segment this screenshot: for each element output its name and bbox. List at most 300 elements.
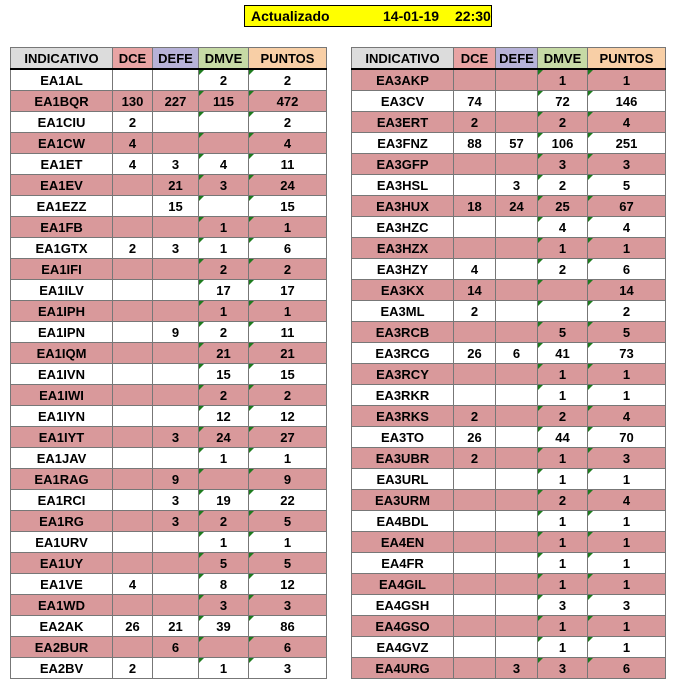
dmve-cell: 1 <box>538 532 588 553</box>
dmve-cell <box>199 112 249 133</box>
dmve-cell: 5 <box>199 553 249 574</box>
puntos-cell: 1 <box>588 637 666 658</box>
puntos-cell: 3 <box>588 595 666 616</box>
puntos-cell: 67 <box>588 196 666 217</box>
defe-cell <box>153 343 199 364</box>
puntos-cell: 14 <box>588 280 666 301</box>
puntos-cell: 6 <box>588 658 666 679</box>
defe-cell <box>153 112 199 133</box>
dce-cell <box>454 553 496 574</box>
puntos-cell: 11 <box>249 154 327 175</box>
table-row <box>11 595 327 616</box>
puntos-cell: 3 <box>249 658 327 679</box>
dmve-cell: 1 <box>538 385 588 406</box>
callsign-cell: EA1ILV <box>11 280 113 301</box>
dce-cell <box>113 175 153 196</box>
table-row <box>352 616 666 637</box>
dce-cell: 14 <box>454 280 496 301</box>
callsign-cell: EA3RKS <box>352 406 454 427</box>
defe-cell: 3 <box>153 238 199 259</box>
callsign-cell: EA3AKP <box>352 69 454 91</box>
table-row <box>11 616 327 637</box>
dce-cell <box>113 637 153 658</box>
dmve-cell: 2 <box>538 112 588 133</box>
update-time: 22:30 <box>455 8 491 24</box>
defe-cell <box>153 280 199 301</box>
callsign-cell: EA1BQR <box>11 91 113 112</box>
table-row <box>11 490 327 511</box>
puntos-cell: 4 <box>588 217 666 238</box>
dmve-cell: 1 <box>199 217 249 238</box>
dce-cell <box>454 385 496 406</box>
callsign-cell: EA3HZY <box>352 259 454 280</box>
puntos-cell: 1 <box>588 574 666 595</box>
dmve-cell: 2 <box>538 175 588 196</box>
dce-cell <box>454 238 496 259</box>
dce-cell <box>113 196 153 217</box>
callsign-cell: EA3HUX <box>352 196 454 217</box>
defe-cell <box>153 574 199 595</box>
callsign-cell: EA3UBR <box>352 448 454 469</box>
dmve-cell: 1 <box>199 238 249 259</box>
puntos-cell: 146 <box>588 91 666 112</box>
table-row <box>352 175 666 196</box>
defe-cell <box>153 406 199 427</box>
dmve-cell: 1 <box>538 469 588 490</box>
update-banner <box>244 5 492 27</box>
puntos-cell: 17 <box>249 280 327 301</box>
dce-cell <box>113 406 153 427</box>
dce-cell <box>454 532 496 553</box>
puntos-cell: 1 <box>588 69 666 91</box>
callsign-cell: EA3CV <box>352 91 454 112</box>
dce-cell <box>454 574 496 595</box>
dce-cell <box>113 469 153 490</box>
dmve-cell: 2 <box>538 259 588 280</box>
table-row <box>352 343 666 364</box>
table-row <box>11 658 327 679</box>
defe-cell <box>153 133 199 154</box>
puntos-cell: 1 <box>249 532 327 553</box>
dce-cell: 130 <box>113 91 153 112</box>
defe-cell <box>496 259 538 280</box>
table-row <box>352 490 666 511</box>
callsign-cell: EA1ET <box>11 154 113 175</box>
defe-cell: 3 <box>153 427 199 448</box>
callsign-cell: EA1UY <box>11 553 113 574</box>
defe-cell <box>496 301 538 322</box>
callsign-cell: EA1GTX <box>11 238 113 259</box>
callsign-cell: EA1JAV <box>11 448 113 469</box>
puntos-cell: 1 <box>588 238 666 259</box>
table-row <box>11 637 327 658</box>
header-defe: DEFE <box>153 48 199 70</box>
callsign-cell: EA3GFP <box>352 154 454 175</box>
dmve-cell: 4 <box>199 154 249 175</box>
puntos-cell: 22 <box>249 490 327 511</box>
table-row <box>352 427 666 448</box>
callsign-cell: EA1IFI <box>11 259 113 280</box>
header-indicativo: INDICATIVO <box>352 48 454 70</box>
callsign-cell: EA1WD <box>11 595 113 616</box>
callsign-cell: EA4GVZ <box>352 637 454 658</box>
dmve-cell: 12 <box>199 406 249 427</box>
callsign-cell: EA4FR <box>352 553 454 574</box>
dce-cell <box>113 385 153 406</box>
header-dce: DCE <box>454 48 496 70</box>
dce-cell <box>454 595 496 616</box>
table-row <box>352 532 666 553</box>
puntos-cell: 27 <box>249 427 327 448</box>
puntos-cell: 5 <box>588 175 666 196</box>
callsign-cell: EA4BDL <box>352 511 454 532</box>
table-row <box>352 553 666 574</box>
dmve-cell: 106 <box>538 133 588 154</box>
dce-cell <box>454 616 496 637</box>
dce-cell: 2 <box>113 112 153 133</box>
defe-cell: 3 <box>153 490 199 511</box>
table-row <box>352 133 666 154</box>
dmve-cell: 1 <box>538 637 588 658</box>
dmve-cell: 1 <box>199 532 249 553</box>
header-puntos: PUNTOS <box>588 48 666 70</box>
dce-cell: 2 <box>454 301 496 322</box>
puntos-cell: 15 <box>249 364 327 385</box>
callsign-cell: EA1FB <box>11 217 113 238</box>
dce-cell <box>113 217 153 238</box>
dmve-cell: 2 <box>199 259 249 280</box>
callsign-cell: EA3HSL <box>352 175 454 196</box>
dce-cell <box>113 490 153 511</box>
dmve-cell <box>538 301 588 322</box>
puntos-cell: 12 <box>249 406 327 427</box>
dce-cell: 2 <box>113 238 153 259</box>
header-defe: DEFE <box>496 48 538 70</box>
callsign-cell: EA3RCY <box>352 364 454 385</box>
callsign-cell: EA4GSH <box>352 595 454 616</box>
puntos-cell: 3 <box>249 595 327 616</box>
puntos-cell: 1 <box>249 217 327 238</box>
defe-cell <box>496 322 538 343</box>
table-row <box>352 238 666 259</box>
dce-cell <box>113 280 153 301</box>
table-row <box>11 406 327 427</box>
puntos-cell: 2 <box>588 301 666 322</box>
table-row <box>11 448 327 469</box>
dce-cell: 4 <box>113 154 153 175</box>
defe-cell: 57 <box>496 133 538 154</box>
defe-cell: 9 <box>153 322 199 343</box>
dmve-cell: 25 <box>538 196 588 217</box>
table-row <box>11 259 327 280</box>
table-row <box>11 217 327 238</box>
puntos-cell: 5 <box>249 553 327 574</box>
callsign-cell: EA1IWI <box>11 385 113 406</box>
dce-cell <box>454 364 496 385</box>
header-indicativo: INDICATIVO <box>11 48 113 70</box>
defe-cell <box>496 553 538 574</box>
puntos-cell: 15 <box>249 196 327 217</box>
left-table-body <box>11 69 327 679</box>
callsign-cell: EA3HZX <box>352 238 454 259</box>
callsign-cell: EA3URM <box>352 490 454 511</box>
callsign-cell: EA3ML <box>352 301 454 322</box>
callsign-cell: EA1VE <box>11 574 113 595</box>
table-row <box>352 469 666 490</box>
defe-cell <box>496 469 538 490</box>
dce-cell <box>113 364 153 385</box>
table-row <box>11 343 327 364</box>
table-row <box>352 217 666 238</box>
puntos-cell: 1 <box>588 511 666 532</box>
dmve-cell: 39 <box>199 616 249 637</box>
callsign-cell: EA4GIL <box>352 574 454 595</box>
dmve-cell: 2 <box>538 406 588 427</box>
table-row <box>11 574 327 595</box>
defe-cell <box>496 280 538 301</box>
defe-cell <box>496 91 538 112</box>
dmve-cell: 1 <box>538 364 588 385</box>
callsign-cell: EA4URG <box>352 658 454 679</box>
table-row <box>11 133 327 154</box>
dce-cell: 4 <box>113 574 153 595</box>
header-dce: DCE <box>113 48 153 70</box>
dmve-cell: 17 <box>199 280 249 301</box>
defe-cell <box>153 658 199 679</box>
defe-cell <box>153 217 199 238</box>
table-row <box>11 364 327 385</box>
puntos-cell: 5 <box>588 322 666 343</box>
defe-cell: 3 <box>153 154 199 175</box>
dce-cell: 4 <box>113 133 153 154</box>
dmve-cell: 4 <box>538 217 588 238</box>
puntos-cell: 86 <box>249 616 327 637</box>
table-row <box>352 259 666 280</box>
dce-cell <box>454 217 496 238</box>
callsign-cell: EA3RCB <box>352 322 454 343</box>
defe-cell <box>496 238 538 259</box>
table-row <box>11 112 327 133</box>
dce-cell: 26 <box>454 427 496 448</box>
defe-cell: 3 <box>153 511 199 532</box>
table-row <box>11 301 327 322</box>
table-row <box>11 385 327 406</box>
defe-cell: 3 <box>496 175 538 196</box>
puntos-cell: 4 <box>588 490 666 511</box>
dce-cell: 74 <box>454 91 496 112</box>
dmve-cell: 3 <box>199 175 249 196</box>
dce-cell <box>113 427 153 448</box>
scores-table-right <box>351 47 666 679</box>
dmve-cell <box>538 280 588 301</box>
callsign-cell: EA4GSO <box>352 616 454 637</box>
dmve-cell: 2 <box>199 69 249 91</box>
dce-cell <box>454 511 496 532</box>
puntos-cell: 1 <box>588 532 666 553</box>
dmve-cell: 1 <box>538 574 588 595</box>
defe-cell <box>153 69 199 91</box>
defe-cell <box>496 69 538 91</box>
callsign-cell: EA1IVN <box>11 364 113 385</box>
dce-cell <box>113 553 153 574</box>
update-label: Actualizado <box>251 8 330 24</box>
dmve-cell <box>199 637 249 658</box>
callsign-cell: EA3KX <box>352 280 454 301</box>
callsign-cell: EA3TO <box>352 427 454 448</box>
puntos-cell: 1 <box>588 385 666 406</box>
dmve-cell: 2 <box>199 385 249 406</box>
callsign-cell: EA3URL <box>352 469 454 490</box>
callsign-cell: EA3ERT <box>352 112 454 133</box>
puntos-cell: 1 <box>249 301 327 322</box>
table-row <box>352 406 666 427</box>
puntos-cell: 1 <box>588 553 666 574</box>
dce-cell <box>113 448 153 469</box>
table-row <box>11 511 327 532</box>
dce-cell <box>454 658 496 679</box>
dmve-cell: 1 <box>199 448 249 469</box>
dce-cell: 26 <box>454 343 496 364</box>
defe-cell <box>496 490 538 511</box>
callsign-cell: EA2AK <box>11 616 113 637</box>
defe-cell: 3 <box>496 658 538 679</box>
defe-cell: 21 <box>153 616 199 637</box>
callsign-cell: EA1IQM <box>11 343 113 364</box>
puntos-cell: 11 <box>249 322 327 343</box>
puntos-cell: 2 <box>249 259 327 280</box>
dce-cell <box>113 301 153 322</box>
defe-cell: 15 <box>153 196 199 217</box>
dmve-cell: 1 <box>538 238 588 259</box>
dmve-cell: 1 <box>199 301 249 322</box>
puntos-cell: 1 <box>588 364 666 385</box>
puntos-cell: 2 <box>249 385 327 406</box>
table-row <box>352 322 666 343</box>
dce-cell <box>113 595 153 616</box>
defe-cell <box>496 217 538 238</box>
header-dmve: DMVE <box>538 48 588 70</box>
table-row <box>352 112 666 133</box>
table-row <box>11 175 327 196</box>
table-row <box>11 91 327 112</box>
defe-cell <box>496 364 538 385</box>
puntos-cell: 4 <box>249 133 327 154</box>
puntos-cell: 472 <box>249 91 327 112</box>
puntos-cell: 24 <box>249 175 327 196</box>
defe-cell <box>496 154 538 175</box>
dmve-cell: 2 <box>538 490 588 511</box>
dce-cell <box>454 154 496 175</box>
callsign-cell: EA2BV <box>11 658 113 679</box>
dmve-cell: 8 <box>199 574 249 595</box>
table-row <box>352 364 666 385</box>
dmve-cell: 72 <box>538 91 588 112</box>
callsign-cell: EA1IPH <box>11 301 113 322</box>
header-puntos: PUNTOS <box>249 48 327 70</box>
dce-cell: 4 <box>454 259 496 280</box>
dmve-cell <box>199 133 249 154</box>
table-row <box>11 154 327 175</box>
dmve-cell: 1 <box>199 658 249 679</box>
table-row <box>352 637 666 658</box>
defe-cell <box>153 364 199 385</box>
dce-cell <box>454 175 496 196</box>
defe-cell: 6 <box>153 637 199 658</box>
callsign-cell: EA3RCG <box>352 343 454 364</box>
table-row <box>11 69 327 91</box>
dce-cell: 2 <box>454 112 496 133</box>
table-row <box>352 595 666 616</box>
defe-cell <box>153 385 199 406</box>
puntos-cell: 6 <box>249 637 327 658</box>
puntos-cell: 4 <box>588 112 666 133</box>
dmve-cell <box>199 196 249 217</box>
table-row <box>352 154 666 175</box>
puntos-cell: 70 <box>588 427 666 448</box>
puntos-cell: 1 <box>588 469 666 490</box>
table-row <box>11 322 327 343</box>
puntos-cell: 2 <box>249 112 327 133</box>
puntos-cell: 12 <box>249 574 327 595</box>
dmve-cell: 5 <box>538 322 588 343</box>
defe-cell: 21 <box>153 175 199 196</box>
right-table-body <box>352 69 666 679</box>
dce-cell <box>113 511 153 532</box>
dmve-cell: 1 <box>538 616 588 637</box>
callsign-cell: EA1EV <box>11 175 113 196</box>
defe-cell <box>496 406 538 427</box>
callsign-cell: EA3HZC <box>352 217 454 238</box>
defe-cell <box>153 532 199 553</box>
dmve-cell: 3 <box>538 595 588 616</box>
defe-cell <box>153 595 199 616</box>
defe-cell <box>153 448 199 469</box>
dce-cell <box>454 469 496 490</box>
table-row <box>352 658 666 679</box>
callsign-cell: EA1AL <box>11 69 113 91</box>
callsign-cell: EA1CIU <box>11 112 113 133</box>
table-row <box>352 69 666 91</box>
dce-cell: 2 <box>454 448 496 469</box>
callsign-cell: EA2BUR <box>11 637 113 658</box>
dce-cell <box>113 343 153 364</box>
dmve-cell: 19 <box>199 490 249 511</box>
dmve-cell: 3 <box>538 154 588 175</box>
puntos-cell: 3 <box>588 154 666 175</box>
table-row <box>11 553 327 574</box>
table-row <box>11 238 327 259</box>
dmve-cell: 21 <box>199 343 249 364</box>
dce-cell <box>113 532 153 553</box>
puntos-cell: 1 <box>249 448 327 469</box>
puntos-cell: 6 <box>249 238 327 259</box>
dmve-cell: 115 <box>199 91 249 112</box>
puntos-cell: 9 <box>249 469 327 490</box>
puntos-cell: 3 <box>588 448 666 469</box>
defe-cell: 6 <box>496 343 538 364</box>
dce-cell <box>454 69 496 91</box>
defe-cell <box>153 301 199 322</box>
dce-cell <box>454 637 496 658</box>
table-row <box>352 448 666 469</box>
dce-cell <box>113 69 153 91</box>
scores-table-left <box>10 47 327 679</box>
callsign-cell: EA1IPN <box>11 322 113 343</box>
callsign-cell: EA1IYT <box>11 427 113 448</box>
dce-cell <box>454 490 496 511</box>
puntos-cell: 1 <box>588 616 666 637</box>
callsign-cell: EA4EN <box>352 532 454 553</box>
